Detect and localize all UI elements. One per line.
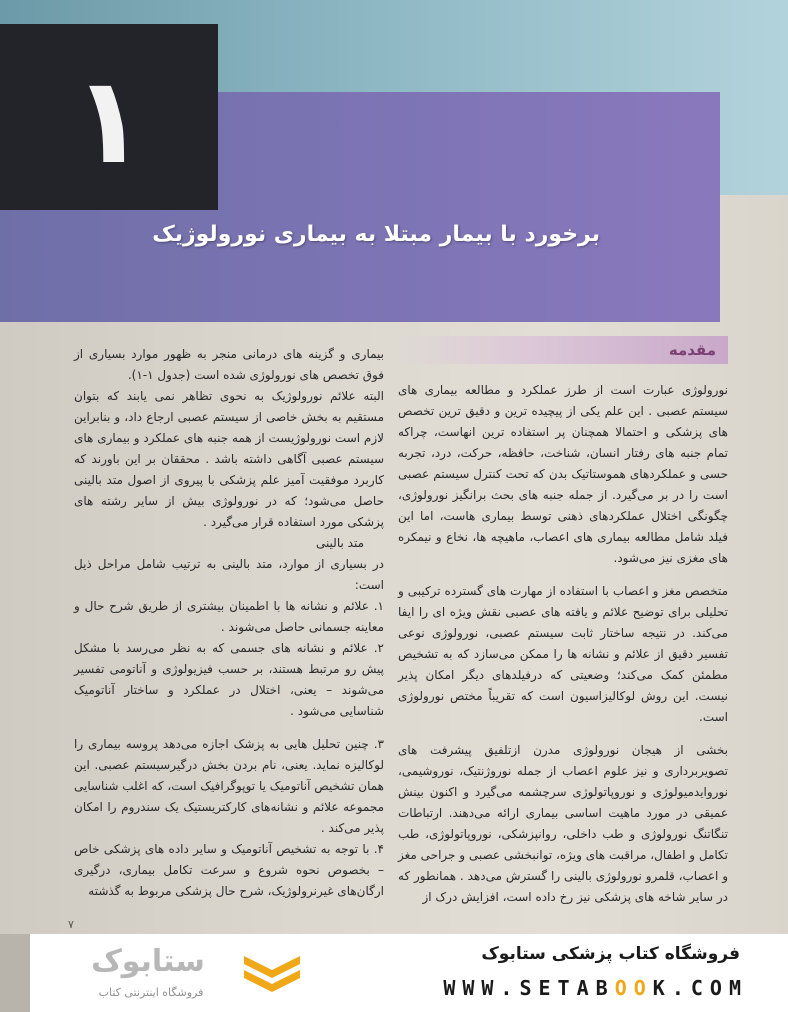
paragraph: بخشی از هیجان نورولوژی مدرن ازتلفیق پیشرفت های تصویربرداری و نیز علوم اعصاب از جمله نوروژنتیک، نوروشیمی، نوروایدمیولوژی و نوروپاتولوژی سرچشمه می‌گیرد و اکنون بینش عمیقی در مورد ماهیت اساسی بیماری ارائه می‌دهند. ارتباطات تنگاتنگ نورولوژی و طب داخلی، روانپزشکی، نوروپاتولوژی، طب تکامل و اطفال، مراقبت های ویژه، توانبخشی عصبی و جراحی مغز و اعصاب، قلمرو نورولوژی بالینی را گسترش می‌دهد . همانطور که در سایر شاخه های پزشکی نیز رخ داده است، افزایش درک از bbox=[398, 743, 728, 904]
paragraph: نورولوژی عبارت است از طرز عملکرد و مطالعه بیماری های سیستم عصبی . این علم یکی از پیچیده ترین و دقیق ترین تخصص های پزشکی و احتمالا همچنان پر استفاده ترین انهاست، چراکه تمام جنبه های رفتار انسان، شناخت، حافظه، حرکت، درد، تجربه حسی و عملکردهای هموستاتیک بدن که تحت کنترل سیستم عصبی است را در بر می‌گیرد. از جمله جنبه های بحث برانگیز نورولوژی، چگونگی اختلال عملکردهای ذهنی توسط بیماری هاست، اما این فیلد شامل مطالعه بیماری های اعصاب، ماهیچه ها، نخاع و نیمکره های مغزی نیز می‌شود. bbox=[398, 383, 728, 565]
url-part: K.COM bbox=[652, 976, 748, 1000]
shop-url[interactable] bbox=[443, 976, 748, 1000]
shop-title: فروشگاه کتاب پزشکی ستابوک bbox=[481, 944, 740, 964]
url-accent-o: O bbox=[614, 976, 634, 1000]
paragraph: البته علائم نورولوژیک به نحوی تظاهر نمی یابند که بتوان مستقیم به بخش خاصی از سیستم عصبی ارجاع داد، و بنابراین لازم است نورولوژیست از همه جنبه های عملکرد و بیماری های سیستم عصبی آگاهی داشته باشد . محققان بر این باورند که کاربرد موفقیت آمیز علم پزشکی با پیروی از اصول متد بالینی حاصل می‌شود؛ که در نورولوژی بیش از سایر رشته های پزشکی مورد استفاده قرار می‌گیرد . bbox=[74, 389, 384, 529]
right-column bbox=[398, 380, 728, 908]
list-item: ۱. علائم و نشانه ها با اطمینان بیشتری از طریق شرح حال و معاینه جسمانی حاصل می‌شوند . bbox=[74, 599, 384, 634]
subheading: متد بالینی bbox=[315, 536, 364, 550]
paragraph: در بسیاری از موارد، متد بالینی به ترتیب شامل مراحل ذیل است: bbox=[74, 557, 384, 592]
chapter-title: برخورد با بیمار مبتلا به بیماری نورولوژیک bbox=[152, 222, 600, 247]
logo-subtitle: فروشگاه اینترنتی کتاب bbox=[98, 986, 204, 999]
list-item: ۴. با توجه به تشخیص آناتومیک و سایر داده های پزشکی خاص – بخصوص نحوه شروع و سرعت تکامل بیماری، درگیری ارگان‌های غیرنرولوژیک، شرح حال پزشکی مربوط به گذشته bbox=[74, 842, 384, 898]
page-number: ۷ bbox=[68, 918, 74, 931]
section-heading: مقدمه bbox=[396, 336, 728, 364]
list-item: ۳. چنین تحلیل هایی به پزشک اجازه می‌دهد پروسه بیماری را لوکالیزه نماید. یعنی، نام بردن بخش درگیرسیستم عصبی. این همان تشخیص آناتومیک یا توپوگرافیک است، که اغلب شناسایی مجموعه علائم و نشانه‌های کارکتریستیک یک سندروم را امکان پذیر می‌کند . bbox=[74, 737, 384, 835]
paragraph: بیماری و گزینه های درمانی منجر به ظهور موارد بسیاری از فوق تخصص های نورولوژی شده است (جدول ۱-۱). bbox=[74, 347, 384, 382]
url-part: WWW.SETAB bbox=[443, 976, 615, 1000]
paragraph: متخصص مغز و اعصاب با استفاده از مهارت های گسترده ترکیبی و تحلیلی برای توضیح علائم و یافته های عصبی نقش ویژه ای را ایفا می‌کند. در نتیجه ساختار ثابت سیستم عصبی، نورولوژی نوعی تفسیر دقیق از علائم و نشانه ها را ممکن می‌سازد که به تشخیص مطمئن کمک می‌کند؛ وضعیتی که درفیلدهای دیگر امکان پذیر نیست. این روش لوکالیزاسیون است که تقریباً مختص نورولوژی است. bbox=[398, 584, 728, 724]
list-item: ۲. علائم و نشانه های جسمی که به نظر می‌رسد با مشکل پیش رو مرتبط هستند، بر حسب فیزیولوژی و آناتومی تفسیر می‌شوند – یعنی، اختلال در عملکرد و ساختار آناتومیک شناسایی می‌شود . bbox=[74, 641, 384, 718]
url-accent-o: O bbox=[633, 976, 653, 1000]
book-logo-icon bbox=[240, 948, 304, 998]
chapter-number: ۱ bbox=[72, 51, 146, 191]
logo-text: ستابوک bbox=[91, 944, 205, 979]
watermark-footer bbox=[30, 934, 788, 1012]
left-column bbox=[74, 344, 384, 902]
